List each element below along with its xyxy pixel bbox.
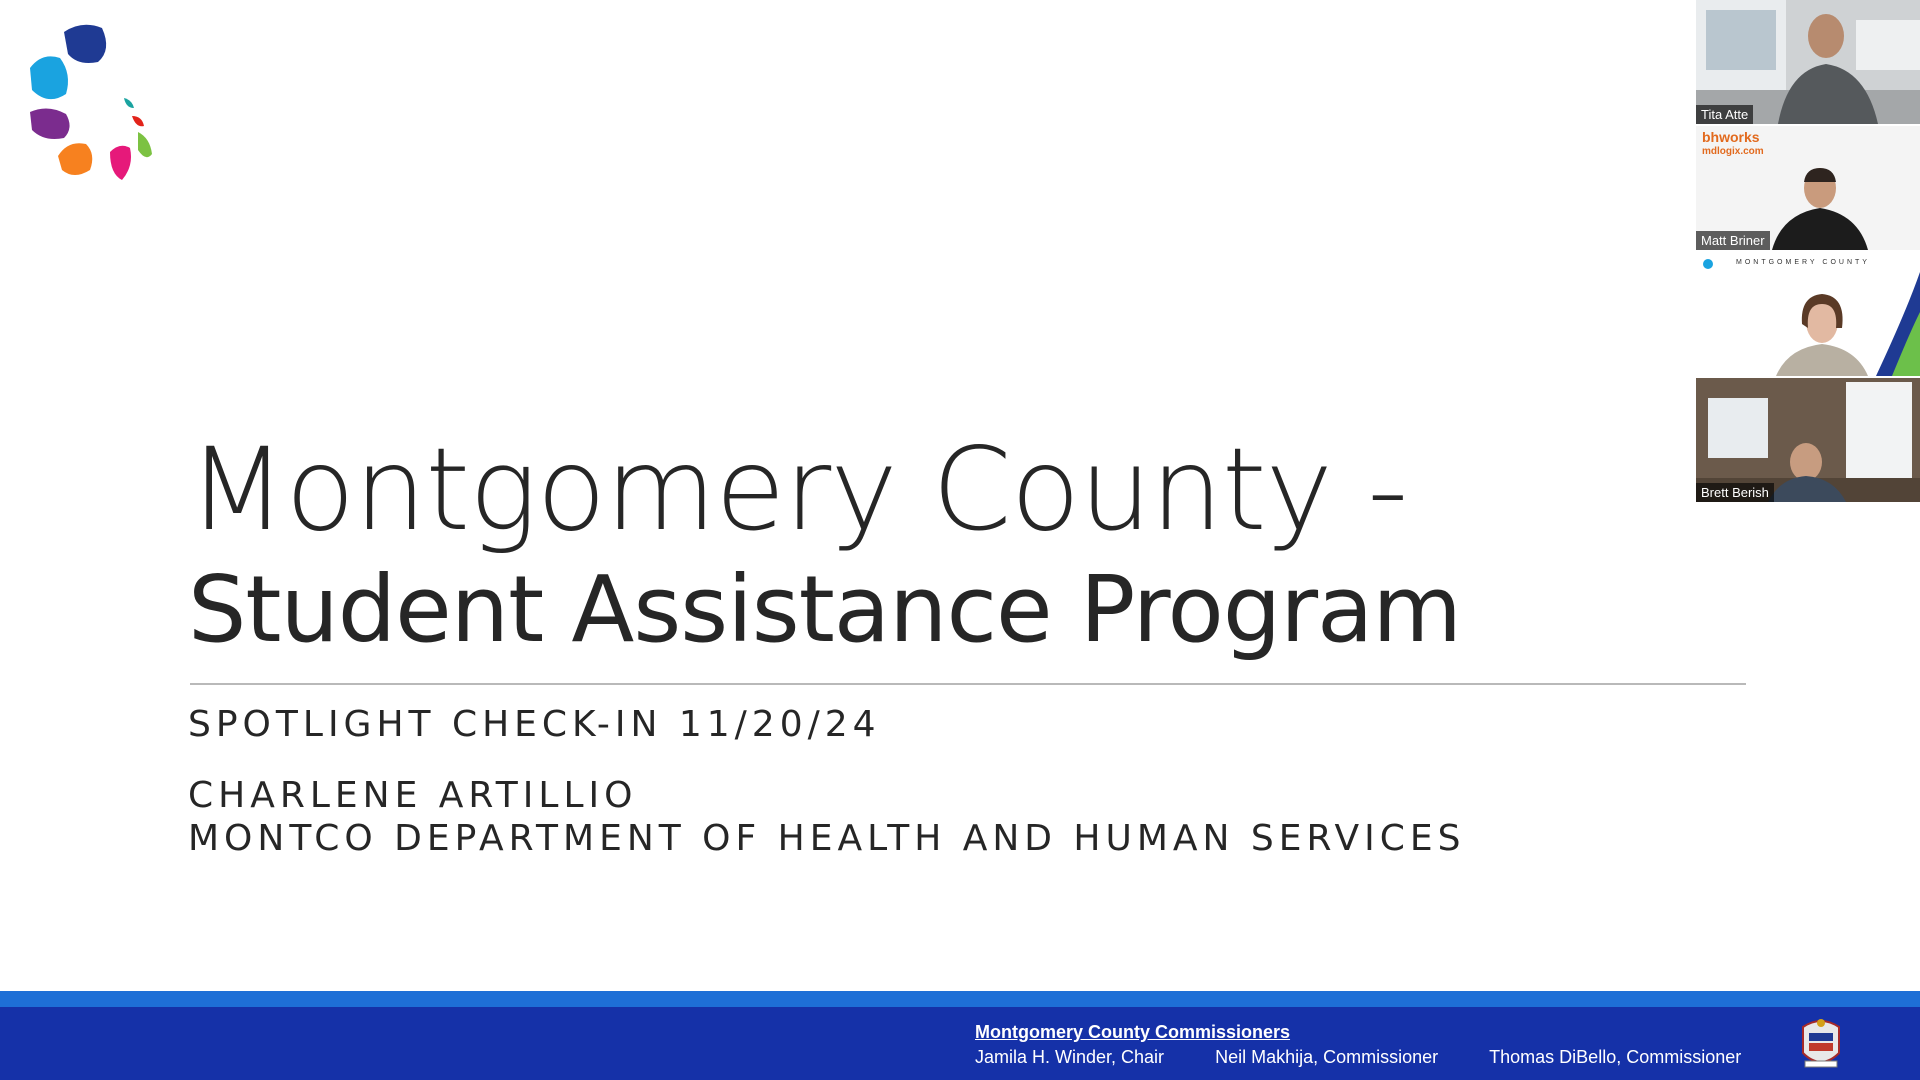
title-line-1: Montgomery County -	[188, 423, 1408, 556]
slide-title	[188, 425, 1748, 665]
commissioner-chair: Jamila H. Winder, Chair	[975, 1047, 1165, 1067]
slide-footer	[0, 1007, 1920, 1080]
participant-name: Brett Berish	[1696, 483, 1774, 502]
slide-subtitle: SPOTLIGHT CHECK-IN 11/20/24	[188, 704, 881, 745]
commissioner-2: Neil Makhija, Commissioner	[1215, 1047, 1439, 1067]
participant-video-tile[interactable]	[1696, 378, 1920, 502]
participant-video-tile[interactable]	[1696, 0, 1920, 124]
presenter-department: MONTCO DEPARTMENT OF HEALTH AND HUMAN SERVICES	[188, 818, 1466, 859]
title-line-2: Student Assistance Program	[188, 556, 1462, 663]
background-brand: bhworks	[1702, 129, 1760, 145]
presenter-info	[188, 774, 1466, 860]
participant-name: Tita Atte	[1696, 105, 1753, 124]
video-feed-county-background	[1696, 252, 1920, 376]
participant-video-tile[interactable]	[1696, 252, 1920, 376]
participant-name: Matt Briner	[1696, 231, 1770, 250]
commissioner-list	[975, 1047, 1787, 1068]
footer-accent-stripe	[0, 991, 1920, 1007]
commissioner-3: Thomas DiBello, Commissioner	[1489, 1047, 1742, 1067]
title-divider	[190, 683, 1746, 685]
footer-heading: Montgomery County Commissioners	[975, 1022, 1291, 1042]
county-seal-icon	[1795, 1013, 1847, 1075]
background-brand-sub: mdlogix.com	[1702, 146, 1764, 157]
background-brand: MONTGOMERY COUNTY	[1736, 259, 1870, 266]
montgomery-county-logo	[22, 20, 162, 185]
presenter-name: CHARLENE ARTILLIO	[188, 775, 638, 816]
participant-video-tile[interactable]	[1696, 126, 1920, 250]
